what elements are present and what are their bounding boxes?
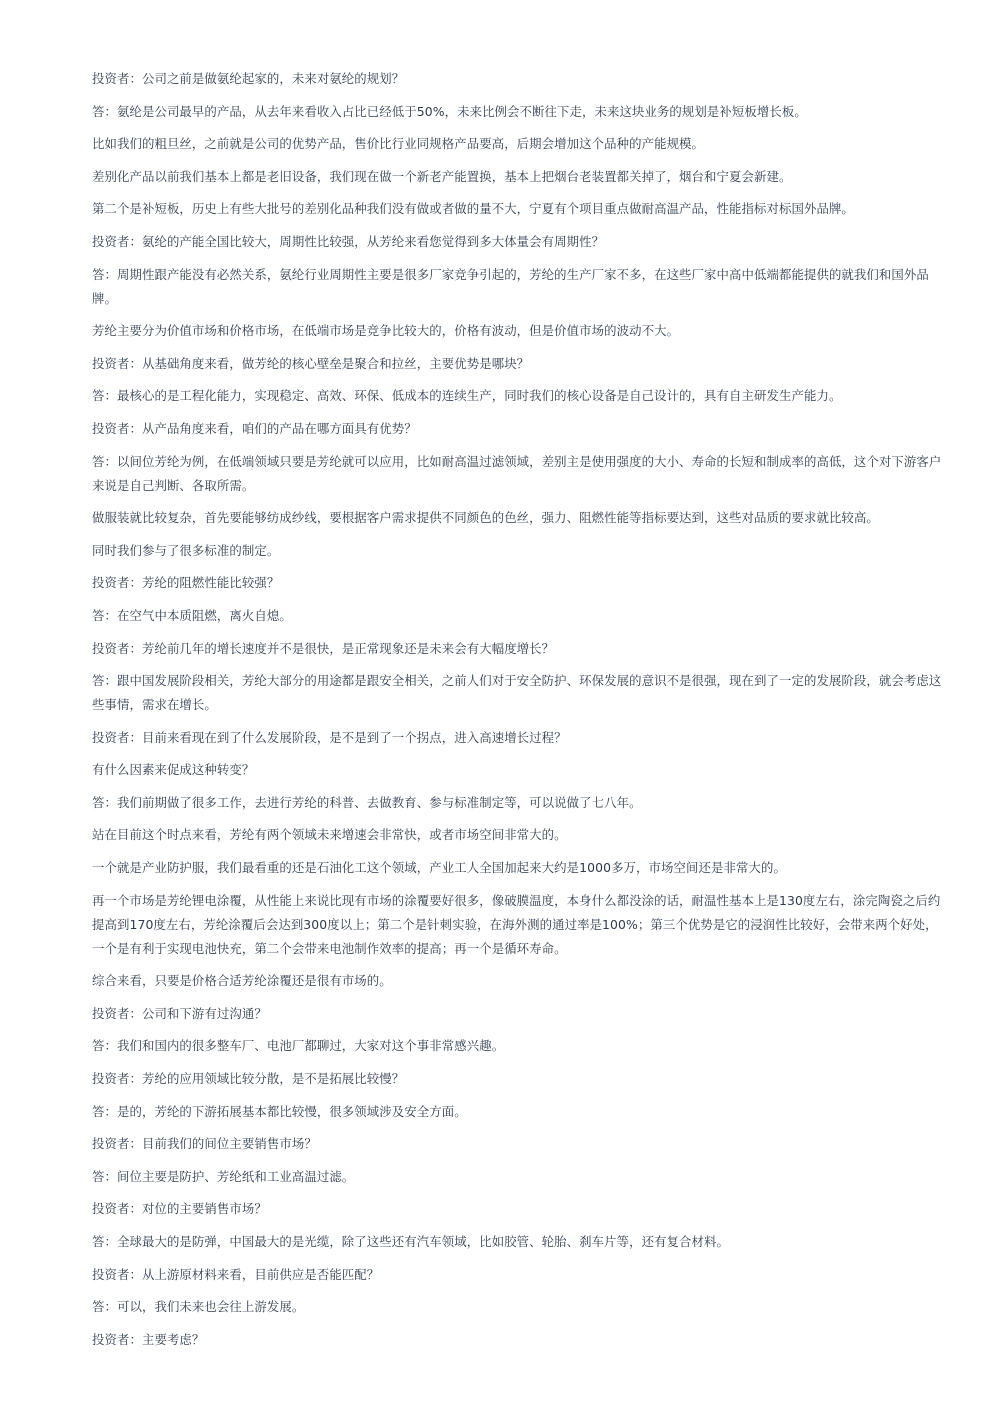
- paragraph: 答：我们前期做了很多工作，去进行芳纶的科普、去做教育、参与标准制定等，可以说做了七八年。: [92, 794, 642, 810]
- paragraph: 答：间位主要是防护、芳纶纸和工业高温过滤。: [92, 1168, 355, 1184]
- paragraph: 再一个市场是芳纶锂电涂覆，从性能上来说比现有市场的涂覆要好很多，像破膜温度，本身什么都没涂的话，耐温性基本上是130度左右，涂完陶瓷之后约提高到170度左右，芳纶涂覆后会达到300度以上；第二个是针刺实验，在海外测的通过率是100%；第三个优势是它的浸润性比较好，会带来两个好处，一个是有利于实现电池快充，第二个会带来电池制作效率的提高；再一个是循环寿命。: [92, 892, 941, 956]
- paragraph: 答：可以，我们未来也会往上游发展。: [92, 1299, 305, 1315]
- paragraph: 投资者：主要考虑？: [92, 1331, 205, 1347]
- paragraph: 投资者：从上游原材料来看，目前供应是否能匹配？: [92, 1266, 380, 1282]
- paragraph: 答：周期性跟产能没有必然关系，氨纶行业周期性主要是很多厂家竞争引起的，芳纶的生产厂家不多，在这些厂家中高中低端都能提供的就我们和国外品牌。: [92, 266, 929, 306]
- paragraph: 投资者：从产品角度来看，咱们的产品在哪方面具有优势？: [92, 420, 417, 436]
- paragraph: 有什么因素来促成这种转变？: [92, 762, 255, 778]
- paragraph: 差别化产品以前我们基本上都是老旧设备，我们现在做一个新老产能置换，基本上把烟台老装置都关掉了，烟台和宁夏会新建。: [92, 168, 792, 184]
- paragraph: 答：跟中国发展阶段相关，芳纶大部分的用途都是跟安全相关，之前人们对于安全防护、环保发展的意识不是很强，现在到了一定的发展阶段，就会考虑这些事情，需求在增长。: [92, 673, 942, 713]
- paragraph: 综合来看，只要是价格合适芳纶涂覆还是很有市场的。: [92, 973, 392, 989]
- paragraph: 芳纶主要分为价值市场和价格市场，在低端市场是竞争比较大的，价格有波动，但是价值市场的波动不大。: [92, 323, 680, 339]
- paragraph: 答：我们和国内的很多整车厂、电池厂都聊过，大家对这个事非常感兴趣。: [92, 1038, 505, 1054]
- paragraph: 投资者：芳纶前几年的增长速度并不是很快，是正常现象还是未来会有大幅度增长？: [92, 640, 555, 656]
- paragraph: 投资者：对位的主要销售市场？: [92, 1201, 267, 1217]
- paragraph: 投资者：氨纶的产能全国比较大，周期性比较强，从芳纶来看您觉得到多大体量会有周期性？: [92, 233, 605, 249]
- paragraph: 投资者：目前来看现在到了什么发展阶段，是不是到了一个拐点，进入高速增长过程？: [92, 729, 567, 745]
- paragraph: 站在目前这个时点来看，芳纶有两个领域未来增速会非常快，或者市场空间非常大的。: [92, 827, 567, 843]
- paragraph: 投资者：芳纶的阻燃性能比较强？: [92, 575, 280, 591]
- paragraph: 比如我们的粗旦丝，之前就是公司的优势产品，售价比行业同规格产品要高，后期会增加这个品种的产能规模。: [92, 136, 705, 152]
- paragraph: 答：是的，芳纶的下游拓展基本都比较慢，很多领域涉及安全方面。: [92, 1103, 467, 1119]
- paragraph: 投资者：公司和下游有过沟通？: [92, 1005, 267, 1021]
- paragraph: 答：以间位芳纶为例，在低端领域只要是芳纶就可以应用，比如耐高温过滤领域，差别主是使用强度的大小、寿命的长短和制成率的高低，这个对下游客户来说是自己判断、各取所需。: [92, 453, 942, 493]
- paragraph: 投资者：目前我们的间位主要销售市场？: [92, 1136, 317, 1152]
- paragraph: 第二个是补短板，历史上有些大批号的差别化品种我们没有做或者做的量不大，宁夏有个项目重点做耐高温产品，性能指标对标国外品牌。: [92, 201, 854, 217]
- paragraph: 答：氨纶是公司最早的产品，从去年来看收入占比已经低于50%，未来比例会不断往下走，未来这块业务的规划是补短板增长板。: [92, 103, 807, 119]
- paragraph: 答：在空气中本质阻燃，离火自熄。: [92, 607, 292, 623]
- paragraph: 投资者：公司之前是做氨纶起家的，未来对氨纶的规划？: [92, 71, 405, 86]
- paragraph: 做服装就比较复杂，首先要能够纺成纱线，要根据客户需求提供不同颜色的色丝，强力、阻燃性能等指标要达到，这些对品质的要求就比较高。: [92, 510, 879, 526]
- paragraph: 答：最核心的是工程化能力，实现稳定、高效、环保、低成本的连续生产，同时我们的核心设备是自己设计的，具有自主研发生产能力。: [92, 388, 842, 404]
- paragraph: 同时我们参与了很多标准的制定。: [92, 542, 280, 558]
- document-body: [92, 67, 944, 1360]
- paragraph: 答：全球最大的是防弹，中国最大的是光缆，除了这些还有汽车领域，比如胶管、轮胎、刹车片等，还有复合材料。: [92, 1234, 730, 1249]
- paragraph: 投资者：芳纶的应用领域比较分散，是不是拓展比较慢？: [92, 1071, 405, 1087]
- paragraph: 一个就是产业防护服，我们最看重的还是石油化工这个领域，产业工人全国加起来大约是1000多万，市场空间还是非常大的。: [92, 860, 786, 876]
- paragraph: 投资者：从基础角度来看，做芳纶的核心壁垒是聚合和拉丝，主要优势是哪块？: [92, 355, 530, 371]
